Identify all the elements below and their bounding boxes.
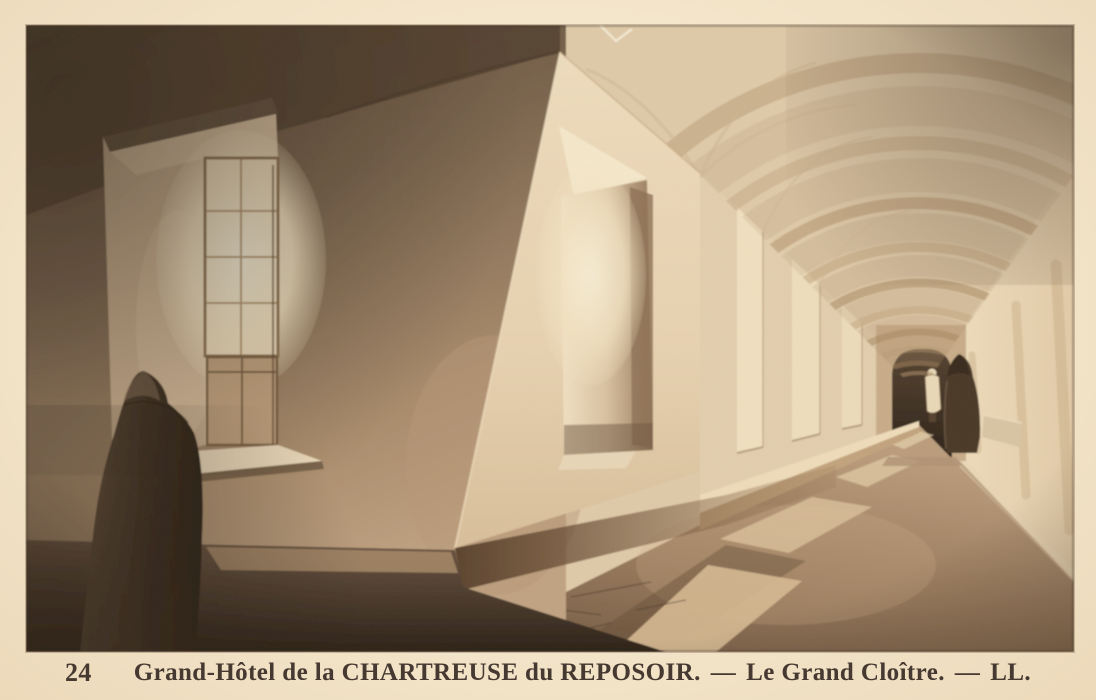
caption-separator: — (710, 659, 737, 686)
caption-credit: LL. (990, 659, 1032, 686)
cloister-photo (26, 25, 1074, 652)
caption (0, 650, 1096, 696)
caption-number: 24 (64, 658, 92, 687)
film-grain (26, 25, 1074, 652)
caption-subtitle: Le Grand Cloître. (746, 659, 945, 686)
caption-separator: — (954, 659, 981, 686)
photo-frame (26, 25, 1074, 652)
caption-title: Grand-Hôtel de la CHARTREUSE du REPOSOIR. (133, 659, 701, 686)
